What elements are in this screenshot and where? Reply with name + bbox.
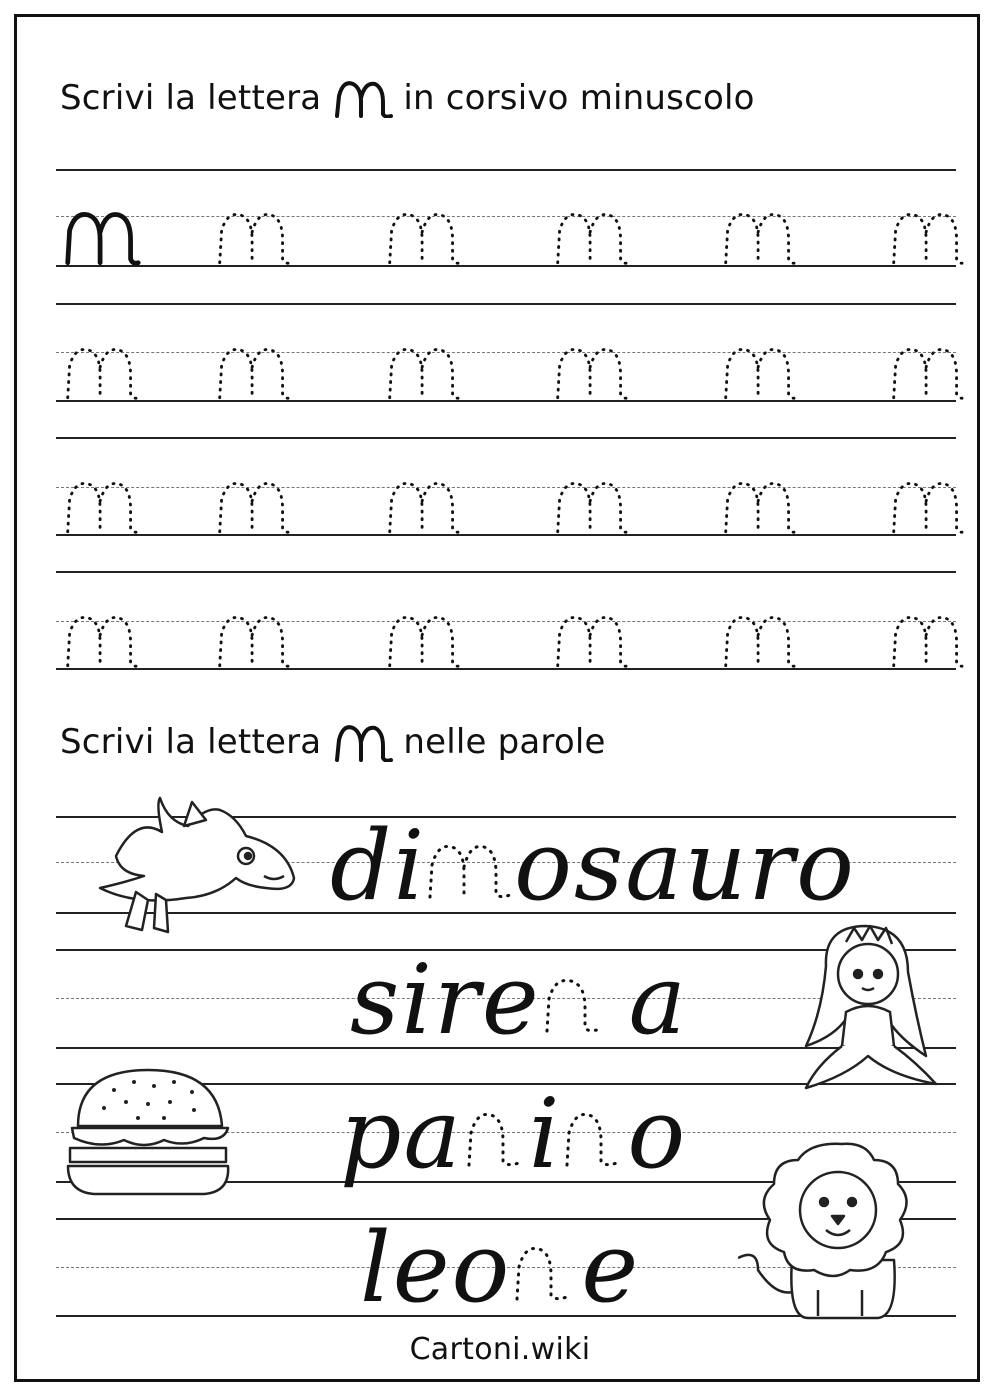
tracing-m-glyph <box>552 610 632 670</box>
mermaid-illustration <box>776 916 946 1092</box>
tracing-m-glyph <box>62 342 142 402</box>
heading2-suffix: nelle parole <box>403 722 606 762</box>
tracing-m-glyph <box>384 342 464 402</box>
tracing-m-glyph <box>552 207 632 267</box>
guide-line-dashed <box>56 216 956 217</box>
guide-line <box>56 571 956 573</box>
guide-line-dashed <box>56 352 956 353</box>
tracing-m-glyph <box>888 207 968 267</box>
guide-line <box>56 169 956 171</box>
tracing-m-glyph <box>720 207 800 267</box>
missing-letter-slot[interactable] <box>561 1086 627 1182</box>
tracing-m-glyph <box>888 610 968 670</box>
heading1-suffix: in corsivo minuscolo <box>403 78 755 118</box>
tracing-m-glyph <box>384 476 464 536</box>
dotted-n-glyph <box>541 971 629 1033</box>
cursive-m-glyph <box>333 78 395 118</box>
word-part: osauro <box>514 810 856 922</box>
dotted-m-glyph <box>426 837 514 899</box>
tracing-m-glyph <box>384 610 464 670</box>
baseline <box>56 265 956 267</box>
tracing-m-glyph <box>888 476 968 536</box>
missing-letter-slot[interactable] <box>511 1220 581 1316</box>
cursive-m-glyph <box>333 722 395 762</box>
tracing-m-glyph <box>720 342 800 402</box>
baseline <box>56 668 956 670</box>
dinosaur-illustration <box>96 796 300 946</box>
missing-letter-slot[interactable] <box>541 952 629 1048</box>
word-sirena[interactable] <box>350 944 688 1056</box>
tracing-m-glyph <box>552 476 632 536</box>
heading-letter-cursive <box>60 78 755 118</box>
word-part: a <box>628 944 688 1056</box>
word-leone[interactable] <box>360 1212 641 1324</box>
tracing-m-glyph <box>62 476 142 536</box>
word-part: e <box>581 1212 641 1324</box>
missing-letter-slot[interactable] <box>463 1086 529 1182</box>
tracing-m-glyph <box>214 207 294 267</box>
tracing-m-glyph <box>888 342 968 402</box>
guide-line-dashed <box>56 621 956 622</box>
baseline <box>56 534 956 536</box>
heading-letter-words <box>60 722 606 762</box>
tracing-m-glyph <box>720 610 800 670</box>
word-part: i <box>528 1078 562 1190</box>
guide-line <box>56 303 956 305</box>
word-panino[interactable] <box>340 1078 688 1190</box>
burger-illustration <box>64 1066 232 1198</box>
tracing-m-glyph <box>552 342 632 402</box>
guide-line-dashed <box>56 487 956 488</box>
word-dinosauro[interactable] <box>330 810 856 922</box>
word-part: pa <box>340 1078 463 1190</box>
tracing-m-glyph <box>214 610 294 670</box>
word-part: o <box>627 1078 688 1190</box>
word-part: sire <box>350 944 541 1056</box>
word-part: leo <box>360 1212 512 1324</box>
lion-illustration <box>738 1140 912 1322</box>
dotted-n-glyph <box>463 1105 529 1167</box>
baseline <box>56 400 956 402</box>
tracing-m-glyph <box>720 476 800 536</box>
heading1-prefix: Scrivi la lettera <box>60 78 322 118</box>
dotted-n-glyph <box>561 1105 627 1167</box>
word-part: di <box>330 810 427 922</box>
missing-letter-slot[interactable] <box>426 818 514 914</box>
tracing-m-glyph <box>214 476 294 536</box>
guide-line <box>56 437 956 439</box>
tracing-m-glyph <box>62 610 142 670</box>
dotted-n-glyph <box>511 1239 581 1301</box>
tracing-m-glyph <box>384 207 464 267</box>
tracing-m-glyph <box>214 342 294 402</box>
model-m-glyph <box>62 207 142 267</box>
heading2-prefix: Scrivi la lettera <box>60 722 322 762</box>
brand-footer: Cartoni.wiki <box>409 1332 591 1367</box>
